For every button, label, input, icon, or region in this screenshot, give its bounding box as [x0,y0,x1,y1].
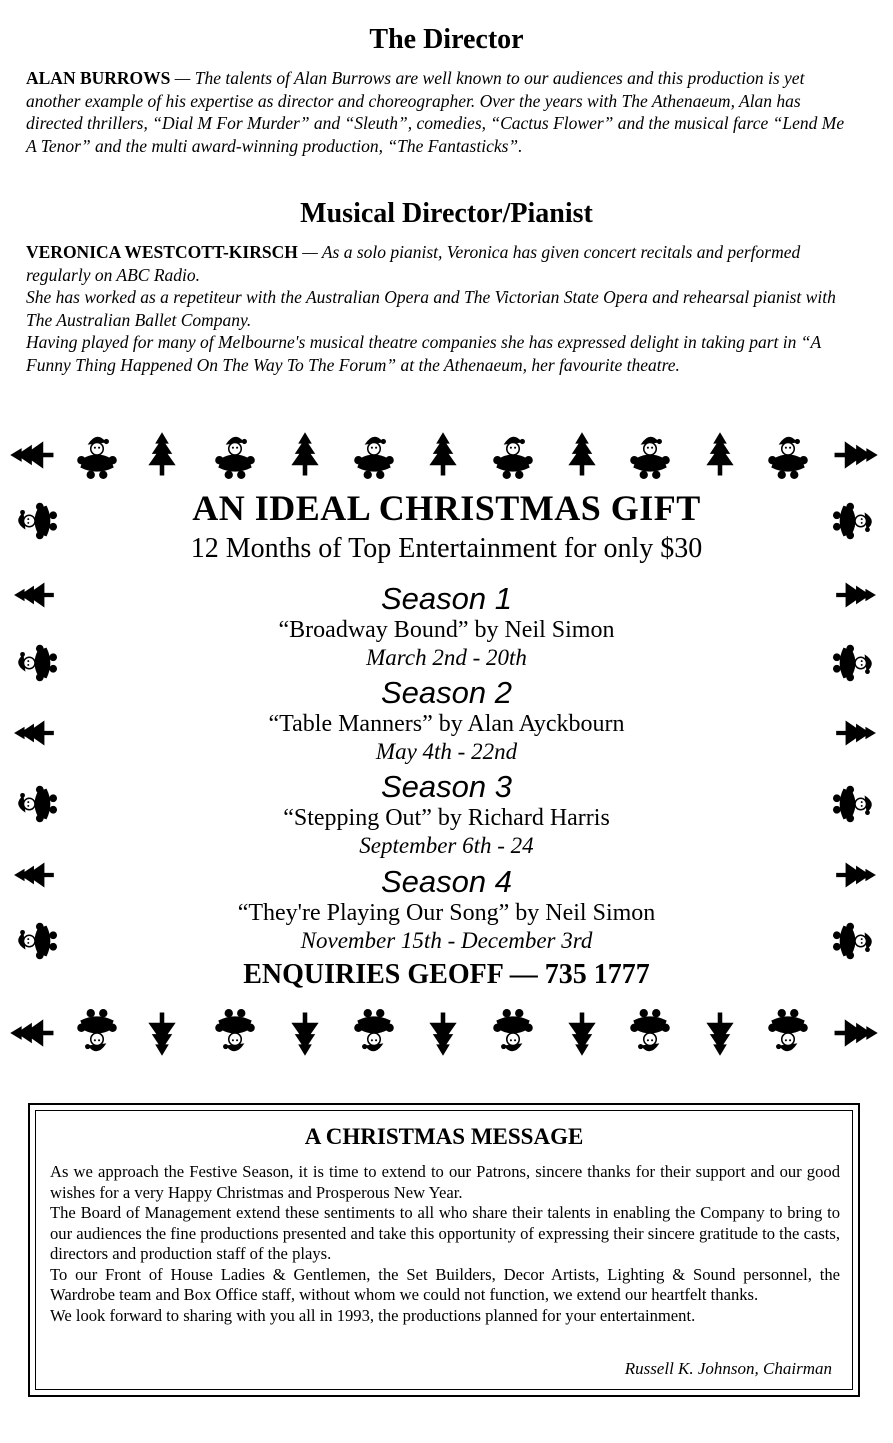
message-paragraph: The Board of Management extend these sentiments to all who share their talents in enabling the Company to bring to our audiences the fine productions presented and take this opportunity of expressing their sincere gratitude to the casts, directors and production staff of the plays. [50,1203,840,1263]
season-label: Season 4 [381,864,512,899]
christmas-tree-icon [697,430,743,480]
message-paragraph: To our Front of House Ladies & Gentlemen, the Set Builders, Decor Artists, Lighting & Sound personnel, the Wardrobe team and Box Office staff, without whom we could not function, we extend our heartfelt thanks. [50,1264,840,1304]
gift-title: AN IDEAL CHRISTMAS GIFT [192,488,701,528]
message-title: A CHRISTMAS MESSAGE [304,1124,584,1149]
santa-icon [212,430,258,480]
message-signature: Russell K. Johnson, Chairman [624,1359,832,1378]
christmas-tree-icon [10,430,56,480]
christmas-tree-icon [139,1008,185,1058]
director-name: ALAN BURROWS [26,68,171,88]
season-dates: May 4th - 22nd [375,739,518,764]
christmas-tree-icon [420,1008,466,1058]
santa-icon [351,1008,397,1058]
santa-icon [627,430,673,480]
season-label: Season 2 [381,675,512,710]
gift-subtitle: 12 Months of Top Entertainment for only $30 [190,533,703,564]
season-play: “They're Playing Our Song” by Neil Simon [237,900,656,926]
christmas-tree-icon [559,1008,605,1058]
musical-director-text: — As a solo pianist, Veronica has given concert recitals and performed regularly on ABC Radio. [26,242,801,285]
christmas-tree-icon [282,430,328,480]
bottom-decoration-row [0,1008,893,1060]
enquiries-line: ENQUIRIES GEOFF — 735 1777 [243,959,650,990]
season-dates: November 15th - December 3rd [300,928,593,953]
message-paragraph: As we approach the Festive Season, it is time to extend to our Patrons, sincere thanks for their support and our good wishes for a very Happy Christmas and Prosperous New Year. [50,1162,840,1202]
christmas-tree-icon [282,1008,328,1058]
christmas-tree-icon [832,430,878,480]
christmas-tree-icon [832,1008,878,1058]
musical-director-heading: Musical Director/Pianist [300,198,593,229]
santa-icon [627,1008,673,1058]
top-decoration-row [0,430,893,482]
santa-icon [490,430,536,480]
season-dates: March 2nd - 20th [366,645,527,670]
musical-director-para3: Having played for many of Melbourne's musical theatre companies she has expressed delight in taking part in “A Funny Thing Happened On The Way To The Forum” at the Athenaeum, her favourite theatre. [26,332,821,375]
santa-icon [490,1008,536,1058]
christmas-tree-icon [10,1008,56,1058]
christmas-tree-icon [559,430,605,480]
season-dates: September 6th - 24 [359,833,534,858]
santa-icon [74,1008,120,1058]
musical-director-name: VERONICA WESTCOTT-KIRSCH [26,242,298,262]
season-block [0,770,893,859]
christmas-tree-icon [697,1008,743,1058]
santa-icon [212,1008,258,1058]
musical-director-bio [26,241,856,376]
santa-icon [765,1008,811,1058]
season-label: Season 3 [381,769,512,804]
santa-icon [74,430,120,480]
season-play: “Stepping Out” by Richard Harris [283,805,610,831]
director-heading: The Director [369,24,524,55]
santa-icon [351,430,397,480]
christmas-tree-icon [139,430,185,480]
season-play: “Table Manners” by Alan Ayckbourn [268,711,625,737]
director-bio [26,67,856,157]
message-body [50,1162,840,1326]
musical-director-para2: She has worked as a repetiteur with the Australian Opera and The Victorian State Opera and rehearsal pianist with The Australian Ballet Company. [26,287,836,330]
christmas-message-box [28,1103,860,1397]
season-play: “Broadway Bound” by Neil Simon [278,617,615,643]
season-block [0,865,893,954]
director-text: — The talents of Alan Burrows are well known to our audiences and this production is yet another example of his expertise as director and choreographer. Over the years with The Athenaeum, Alan has directed thrillers, “Dial M For Murder” and “Sleuth”, comedies, “Cactus Flower” and the musical farce “Lend Me A Tenor” and the multi award-winning production, “The Fantasticks”. [26,68,845,156]
season-block [0,676,893,765]
season-label: Season 1 [381,581,512,616]
message-paragraph: We look forward to sharing with you all in 1993, the productions planned for your entertainment. [50,1305,696,1325]
santa-icon [765,430,811,480]
christmas-tree-icon [420,430,466,480]
season-block [0,582,893,671]
